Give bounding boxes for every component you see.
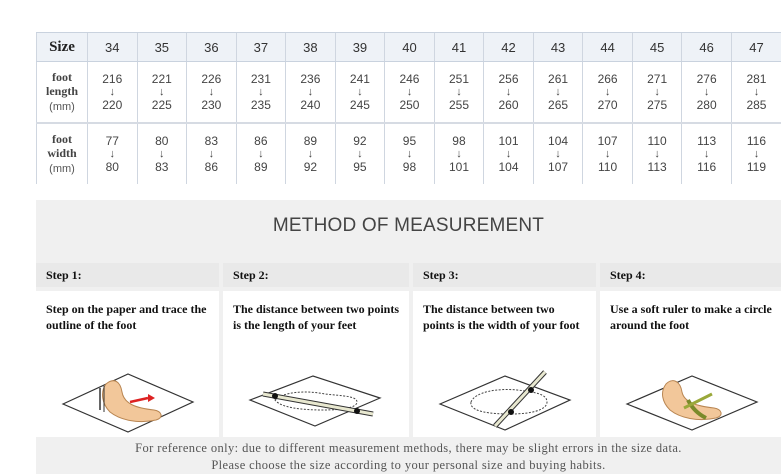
- range-from-value: 231: [250, 72, 271, 86]
- range-to-value: 220: [102, 98, 123, 112]
- method-section: [36, 200, 781, 438]
- range-to-value: 255: [448, 98, 469, 112]
- down-arrow-icon: ↓: [307, 148, 314, 160]
- step-2-label: Step 2:: [223, 263, 409, 287]
- range-from-value: 221: [151, 72, 172, 86]
- step-4: [600, 263, 781, 438]
- range-from-value: 95: [402, 134, 417, 148]
- foot-length-ruler-illustration-icon: [245, 364, 385, 434]
- range-to-value: 83: [155, 160, 169, 174]
- range-from-value: 89: [303, 134, 318, 148]
- foot-length-label-line1: foot: [52, 70, 72, 84]
- foot-length-unit: (mm): [49, 101, 75, 113]
- down-arrow-icon: ↓: [208, 148, 215, 160]
- range-to-value: 275: [647, 98, 668, 112]
- down-arrow-icon: ↓: [505, 86, 512, 98]
- step-3-text: The distance between two points is the width of your foot: [423, 302, 580, 332]
- size-cell: 36: [187, 33, 237, 62]
- size-cell: 44: [583, 33, 633, 62]
- foot-width-cell: [731, 123, 781, 184]
- range-from-value: 98: [452, 134, 466, 148]
- range-from-value: 77: [105, 134, 119, 148]
- step-2-text: The distance between two points is the length of your feet: [233, 302, 400, 332]
- range-to-value: 250: [399, 98, 420, 112]
- down-arrow-icon: ↓: [703, 86, 710, 98]
- step-1: [36, 263, 219, 438]
- down-arrow-icon: ↓: [654, 86, 660, 98]
- foot-width-label-line2: width: [47, 146, 77, 160]
- size-cell: 38: [286, 33, 336, 62]
- foot-width-cell: [484, 123, 534, 184]
- range-from-value: 116: [746, 134, 767, 148]
- range-to-value: 101: [448, 160, 469, 174]
- foot-width-cell: [286, 123, 336, 184]
- range-from-value: 271: [647, 72, 668, 86]
- range-to-value: 110: [598, 160, 618, 174]
- foot-length-cell: [632, 62, 682, 124]
- range-to-value: 116: [697, 160, 717, 174]
- range-from-value: 104: [548, 134, 569, 148]
- range-to-value: 95: [353, 160, 367, 174]
- range-from-value: 107: [597, 134, 618, 148]
- range-from-value: 113: [697, 134, 717, 148]
- foot-length-cell: [434, 62, 484, 124]
- down-arrow-icon: ↓: [109, 86, 116, 98]
- down-arrow-icon: ↓: [555, 148, 561, 160]
- range-from-value: 110: [647, 134, 667, 148]
- foot-width-label: [37, 123, 88, 184]
- down-arrow-icon: ↓: [357, 148, 363, 160]
- range-from-value: 236: [300, 72, 321, 86]
- down-arrow-icon: ↓: [258, 86, 264, 98]
- down-arrow-icon: ↓: [604, 148, 611, 160]
- step-3: [413, 263, 596, 438]
- foot-width-cell: [236, 123, 286, 184]
- foot-length-cell: [137, 62, 187, 124]
- down-arrow-icon: ↓: [109, 148, 116, 160]
- down-arrow-icon: ↓: [456, 86, 462, 98]
- foot-length-row: [37, 62, 781, 124]
- size-header-row: [37, 33, 781, 62]
- step-1-text: Step on the paper and trace the outline of the foot: [46, 302, 207, 332]
- method-title: METHOD OF MEASUREMENT: [272, 215, 545, 236]
- foot-length-cell: [286, 62, 336, 124]
- disclaimer-line-1: For reference only: due to different measurement methods, there may be slight errors in the size data.: [135, 441, 682, 455]
- foot-width-label-line1: foot: [52, 132, 72, 146]
- range-from-value: 241: [349, 72, 370, 86]
- foot-length-cell: [88, 62, 138, 124]
- disclaimer-note: [36, 437, 781, 474]
- foot-width-cell: [682, 123, 732, 184]
- range-from-value: 101: [498, 134, 519, 148]
- trace-foot-illustration-icon: [58, 364, 198, 434]
- foot-width-row: [37, 123, 781, 184]
- range-from-value: 226: [201, 72, 222, 86]
- range-from-value: 256: [498, 72, 519, 86]
- down-arrow-icon: ↓: [406, 86, 413, 98]
- foot-length-cell: [533, 62, 583, 124]
- foot-width-cell: [434, 123, 484, 184]
- size-cell: 43: [533, 33, 583, 62]
- down-arrow-icon: ↓: [456, 148, 462, 160]
- range-from-value: 246: [399, 72, 420, 86]
- range-from-value: 276: [696, 72, 717, 86]
- size-cell: 46: [682, 33, 732, 62]
- size-header-label: Size: [37, 33, 88, 62]
- down-arrow-icon: ↓: [357, 86, 363, 98]
- down-arrow-icon: ↓: [654, 148, 660, 160]
- foot-width-unit: (mm): [49, 163, 75, 175]
- foot-width-cell: [583, 123, 633, 184]
- foot-length-cell: [236, 62, 286, 124]
- step-1-label: Step 1:: [36, 263, 219, 287]
- size-cell: 34: [88, 33, 138, 62]
- down-arrow-icon: ↓: [703, 148, 710, 160]
- size-cell: 35: [137, 33, 187, 62]
- range-to-value: 240: [300, 98, 321, 112]
- range-to-value: 113: [647, 160, 667, 174]
- down-arrow-icon: ↓: [159, 148, 165, 160]
- foot-width-ruler-illustration-icon: [435, 364, 575, 434]
- range-from-value: 80: [155, 134, 169, 148]
- foot-length-label-line2: length: [45, 84, 78, 98]
- range-to-value: 89: [254, 160, 268, 174]
- foot-width-cell: [137, 123, 187, 184]
- down-arrow-icon: ↓: [159, 86, 165, 98]
- down-arrow-icon: ↓: [258, 148, 264, 160]
- step-2-body: [223, 291, 409, 438]
- down-arrow-icon: ↓: [753, 86, 760, 98]
- range-from-value: 216: [102, 72, 123, 86]
- range-to-value: 92: [303, 160, 318, 174]
- foot-width-cell: [88, 123, 138, 184]
- step-3-label: Step 3:: [413, 263, 596, 287]
- range-from-value: 83: [204, 134, 218, 148]
- down-arrow-icon: ↓: [604, 86, 611, 98]
- range-from-value: 251: [448, 72, 469, 86]
- range-to-value: 245: [349, 98, 370, 112]
- range-to-value: 265: [548, 98, 569, 112]
- foot-length-cell: [187, 62, 237, 124]
- foot-width-cell: [632, 123, 682, 184]
- step-3-body: [413, 291, 596, 438]
- down-arrow-icon: ↓: [555, 86, 561, 98]
- step-2: [223, 263, 409, 438]
- foot-length-cell: [385, 62, 435, 124]
- range-to-value: 285: [746, 98, 767, 112]
- step-4-text: Use a soft ruler to make a circle around the foot: [610, 302, 772, 332]
- range-to-value: 235: [250, 98, 271, 112]
- size-cell: 37: [236, 33, 286, 62]
- range-to-value: 86: [204, 160, 218, 174]
- range-to-value: 98: [402, 160, 417, 174]
- down-arrow-icon: ↓: [753, 148, 760, 160]
- size-cell: 42: [484, 33, 534, 62]
- foot-length-cell: [335, 62, 385, 124]
- disclaimer-line-2: Please choose the size according to your personal size and buying habits.: [211, 458, 606, 472]
- foot-width-cell: [187, 123, 237, 184]
- down-arrow-icon: ↓: [307, 86, 314, 98]
- range-to-value: 260: [498, 98, 519, 112]
- foot-length-cell: [484, 62, 534, 124]
- foot-length-label: [37, 62, 88, 124]
- range-from-value: 86: [254, 134, 268, 148]
- step-4-body: [600, 291, 781, 438]
- step-1-body: [36, 291, 219, 438]
- down-arrow-icon: ↓: [505, 148, 512, 160]
- range-to-value: 280: [696, 98, 717, 112]
- range-to-value: 119: [746, 160, 767, 174]
- foot-length-cell: [731, 62, 781, 124]
- range-to-value: 225: [151, 98, 172, 112]
- range-to-value: 107: [548, 160, 569, 174]
- range-to-value: 104: [498, 160, 519, 174]
- size-cell: 39: [335, 33, 385, 62]
- foot-length-cell: [583, 62, 633, 124]
- size-cell: 47: [731, 33, 781, 62]
- range-from-value: 266: [597, 72, 618, 86]
- down-arrow-icon: ↓: [406, 148, 413, 160]
- foot-length-cell: [682, 62, 732, 124]
- foot-width-cell: [335, 123, 385, 184]
- foot-width-cell: [533, 123, 583, 184]
- size-cell: 41: [434, 33, 484, 62]
- foot-width-cell: [385, 123, 435, 184]
- range-to-value: 270: [597, 98, 618, 112]
- range-from-value: 261: [548, 72, 569, 86]
- size-table: [36, 32, 781, 184]
- soft-ruler-circle-illustration-icon: [622, 364, 762, 434]
- step-4-label: Step 4:: [600, 263, 781, 287]
- down-arrow-icon: ↓: [208, 86, 215, 98]
- range-from-value: 281: [746, 72, 767, 86]
- range-to-value: 230: [201, 98, 222, 112]
- range-from-value: 92: [353, 134, 367, 148]
- range-to-value: 80: [105, 160, 119, 174]
- size-cell: 40: [385, 33, 435, 62]
- size-cell: 45: [632, 33, 682, 62]
